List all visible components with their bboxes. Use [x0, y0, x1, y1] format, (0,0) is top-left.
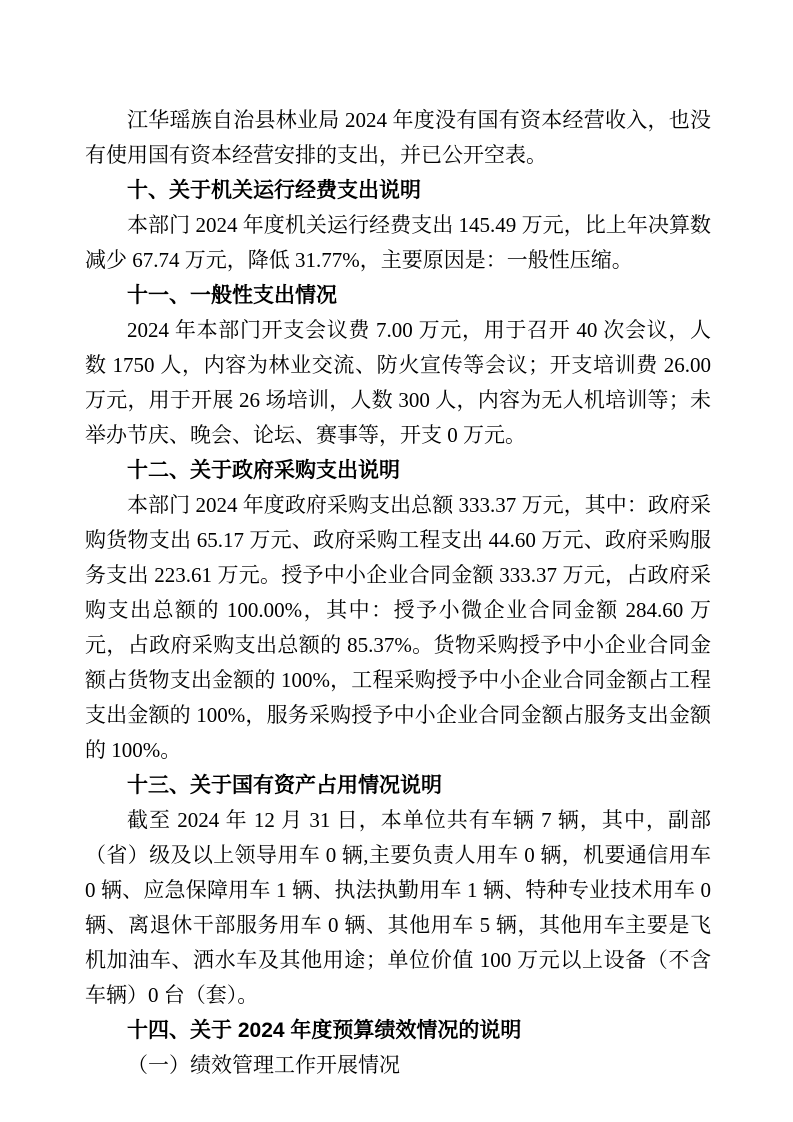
heading-section-11-general-expenditure: 十一、一般性支出情况	[127, 284, 337, 307]
paragraph-general-expenditure: 2024 年本部门开支会议费 7.00 万元，用于召开 40 次会议，人数 1750 人，内容为林业交流、防火宣传等会议；开支培训费 26.00 万元，用于开展 26 场培训，人数 300 人，内容为无人机培训等；未举办节庆、晚会、论坛、赛事等，开支 0 万元。	[85, 318, 711, 447]
paragraph-government-procurement: 本部门 2024 年度政府采购支出总额 333.37 万元，其中：政府采购货物支出 65.17 万元、政府采购工程支出 44.60 万元、政府采购服务支出 223.61 万元。授予中小企业合同金额 333.37 万元，占政府采购支出总额的 100.00%，其中：授予小微企业合同金额 284.60 万元，占政府采购支出总额的 85.37%。货物采购授予中小企业合同金额占货物支出金额的 100%，工程采购授予中小企业合同金额占工程支出金额的 100%，服务采购授予中小企业合同金额占服务支出金额的 100%。	[85, 493, 711, 762]
paragraph-operating-expenses: 本部门 2024 年度机关运行经费支出 145.49 万元，比上年决算数减少 67.74 万元，降低 31.77%，主要原因是：一般性压缩。	[85, 213, 711, 272]
heading-section-14-budget-performance: 十四、关于 2024 年度预算绩效情况的说明	[127, 1019, 522, 1042]
heading-section-13-state-assets: 十三、关于国有资产占用情况说明	[127, 774, 442, 797]
heading-section-12-government-procurement: 十二、关于政府采购支出说明	[127, 459, 400, 482]
heading-section-10-operating-expenses: 十、关于机关运行经费支出说明	[127, 179, 421, 202]
paragraph-state-assets-vehicles: 截至 2024 年 12 月 31 日，本单位共有车辆 7 辆，其中，副部（省）级及以上领导用车 0 辆,主要负责人用车 0 辆，机要通信用车 0 辆、应急保障用车 1 辆、执法执勤用车 1 辆、特种专业技术用车 0 辆、离退休干部服务用车 0 辆、其他用车 5 辆，其他用车主要是飞机加油车、洒水车及其他用途；单位价值 100 万元以上设备（不含车辆）0 台（套）。	[85, 808, 711, 1007]
subheading-performance-management: （一）绩效管理工作开展情况	[127, 1054, 400, 1077]
paragraph-state-capital-operation: 江华瑶族自治县林业局 2024 年度没有国有资本经营收入，也没有使用国有资本经营安排的支出，并已公开空表。	[85, 108, 711, 167]
